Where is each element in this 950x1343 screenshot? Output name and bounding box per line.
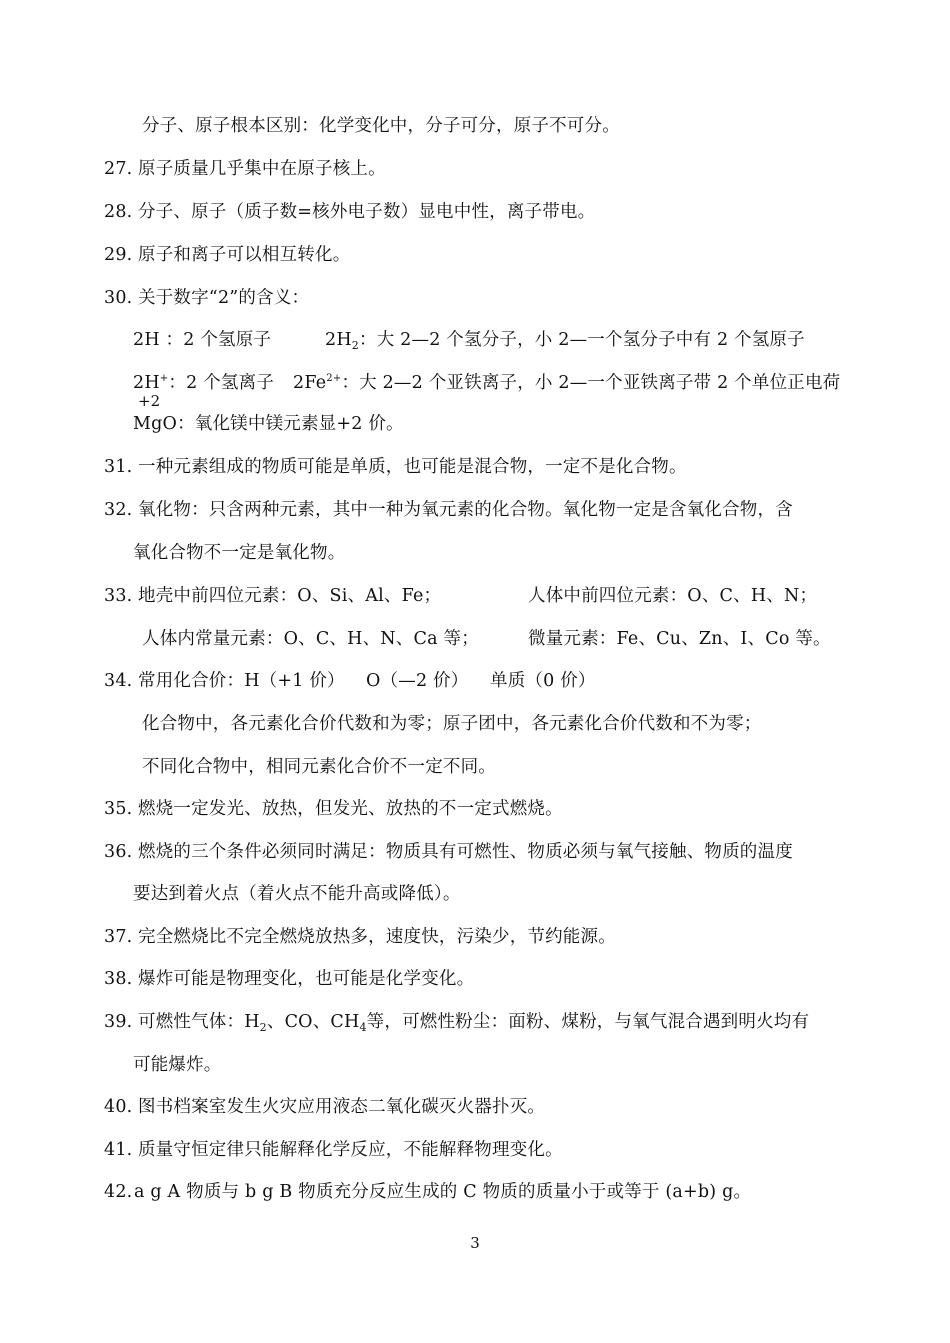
meaning-line-3: MgO：氧化镁中镁元素显+2 价。 <box>133 414 404 434</box>
item-28: 28. 分子、原子（质子数=核外电子数）显电中性，离子带电。 <box>104 202 596 222</box>
item-34-cont-1: 化合物中，各元素化合价代数和为零；原子团中，各元素化合价代数和不为零； <box>142 714 762 734</box>
item-34-cont-2: 不同化合物中，相同元素化合价不一定不同。 <box>142 757 496 777</box>
item-32-cont: 氧化合物不一定是氧化物。 <box>133 543 346 563</box>
item-40: 40. 图书档案室发生火灾应用液态二氧化碳灭火器扑灭。 <box>104 1097 546 1117</box>
item-30: 30. 关于数字“2”的含义： <box>104 288 310 308</box>
item-42: 42.a g A 物质与 b g B 物质充分反应生成的 C 物质的质量小于或等于 (a+b) g。 <box>104 1182 752 1202</box>
item-36-cont: 要达到着火点（着火点不能升高或降低）。 <box>133 884 461 904</box>
page-number: 3 <box>470 1234 480 1252</box>
item-41: 41. 质量守恒定律只能解释化学反应，不能解释物理变化。 <box>104 1140 563 1160</box>
line-26-cont: 分子、原子根本区别：化学变化中，分子可分，原子不可分。 <box>142 116 620 136</box>
item-31: 31. 一种元素组成的物质可能是单质，也可能是混合物，一定不是化合物。 <box>104 457 687 477</box>
item-29: 29. 原子和离子可以相互转化。 <box>104 245 351 265</box>
item-39: 39. 可燃性气体：$H_2$、CO、$CH_4$等，可燃性粉尘：面粉、煤粉，与氧气混合遇到明火均有 <box>104 1012 810 1034</box>
item-37: 37. 完全燃烧比不完全燃烧放热多，速度快，污染少，节约能源。 <box>104 927 616 947</box>
document-page: 分子、原子根本区别：化学变化中，分子可分，原子不可分。 27. 原子质量几乎集中在原子核上。 28. 分子、原子（质子数=核外电子数）显电中性，离子带电。 29. 原子和离子可以相互转化。 30. 关于数字“2”的含义： 2H ：2 个氢原子 $2H_2$：大 2—2 个氢分子，小 2—一个氢分子中有 2 个氢原子 2H+：2 个氢离子 $2Fe^{2+}$：大 2—2 个亚铁离子，小 2—一个亚铁离子带 2 个单位正电荷 +2 MgO：氧化镁中镁元素显+2 价。 31. 一种元素组成的物质可能是单质，也可能是混合物，一定不是化合物。 32. 氧化物：只含两种元素，其中一种为氧元素的化合物。氧化物一定是含氧化合物，含 氧化合物不一定是氧化物。 33. 地壳中前四位元素：O、Si、Al、Fe； 人体中前四位元素：O、C、H、N； 人体内常量元素：O、C、H、N、Ca 等； 微量元素：Fe、Cu、Zn、I、Co 等。 34. 常用化合价：H（+1 价） O（—2 价） 单质（0 价） 化合物中，各元素化合价代数和为零；原子团中，各元素化合价代数和不为零； 不同化合物中，相同元素化合价不一定不同。 35. 燃烧一定发光、放热，但发光、放热的不一定式燃烧。 36. 燃烧的三个条件必须同时满足：物质具有可燃性、物质必须与氧气接触、物质的温度 要达到着火点（着火点不能升高或降低）。 37. 完全燃烧比不完全燃烧放热多，速度快，污染少，节约能源。 38. 爆炸可能是物理变化，也可能是化学变化。 39. 可燃性气体：$H_2$、CO、$CH_4$等，可燃性粉尘：面粉、煤粉，与氧气混合遇到明火均有 可能爆炸。 40. 图书档案室发生火灾应用液态二氧化碳灭火器扑灭。 41. 质量守恒定律只能解释化学反应，不能解释物理变化。 42.a g A 物质与 b g B 物质充分反应生成的 C 物质的质量小于或等于 (a+b) g。 3 <box>0 0 950 1343</box>
item-35: 35. 燃烧一定发光、放热，但发光、放热的不一定式燃烧。 <box>104 799 563 819</box>
item-33: 33. 地壳中前四位元素：O、Si、Al、Fe； 人体中前四位元素：O、C、H、N； <box>104 586 818 606</box>
item-38: 38. 爆炸可能是物理变化，也可能是化学变化。 <box>104 969 475 989</box>
item-32: 32. 氧化物：只含两种元素，其中一种为氧元素的化合物。氧化物一定是含氧化合物，含 <box>104 500 793 520</box>
item-39-cont: 可能爆炸。 <box>133 1055 222 1075</box>
item-27: 27. 原子质量几乎集中在原子核上。 <box>104 159 386 179</box>
item-34: 34. 常用化合价：H（+1 价） O（—2 价） 单质（0 价） <box>104 671 596 691</box>
item-36: 36. 燃烧的三个条件必须同时满足：物质具有可燃性、物质必须与氧气接触、物质的温度 <box>104 842 793 862</box>
valence-mark: +2 <box>138 392 161 410</box>
